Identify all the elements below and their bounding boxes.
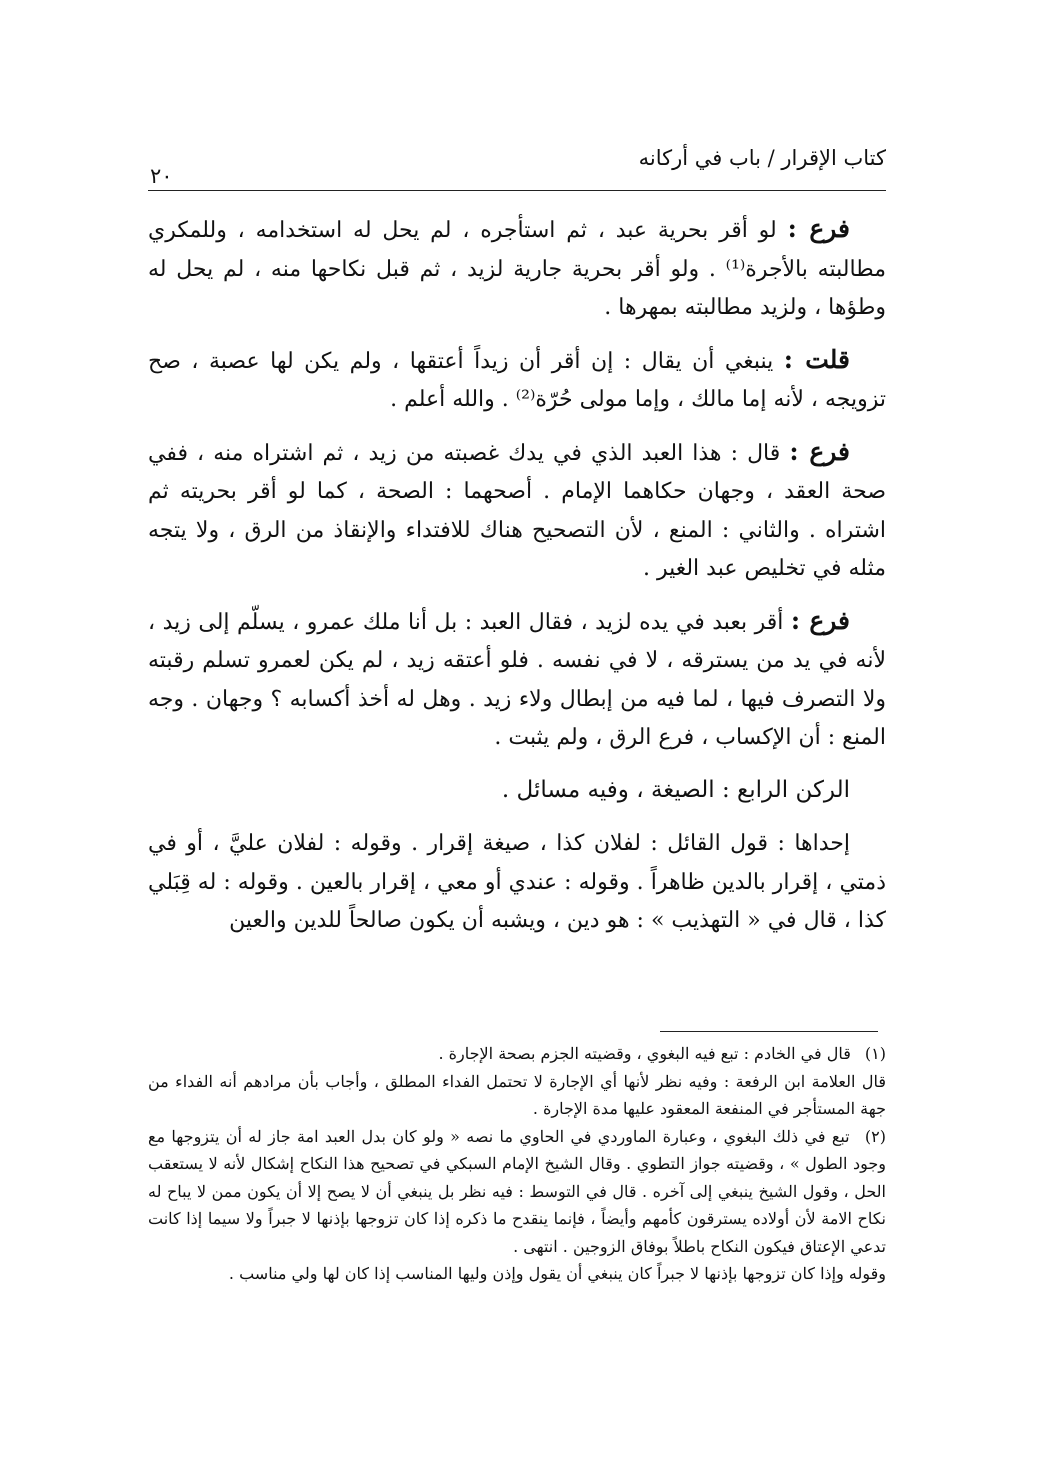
footnote-line: تبع في ذلك البغوي ، وعبارة الماوردي في الحاوي ما نصه « ولو كان بدل العبد امة جاز له أن يتزوجها مع وجود الطول » ، وقضيته جواز التطوي . وقال الشيخ الإمام السبكي في تصحيح هذا النكاح إشكال لأنه لا يستعقب الحل ، وقول الشيخ ينبغي إلى آخره . قال في التوسط : فيه نظر بل ينبغي أن لا يصح إلا أن يكون ممن لا يباح له نكاح الامة لأن أولاده يسترقون كأمهم وأيضاً ، فإنما ينقدح ما ذكره إذا كان تزوجها بإذنها لا جبراً ولا سيما إذا كانت تدعي الإعتاق فيكون النكاح باطلاً بوفاق الزوجين . انتهى . xyxy=(148,1126,887,1256)
paragraph xyxy=(148,433,886,589)
paragraph xyxy=(148,210,886,328)
main-text xyxy=(148,210,886,954)
footnotes xyxy=(148,1040,886,1288)
footnote-number: (٢) xyxy=(864,1126,886,1146)
paragraph-lead: قلت : xyxy=(783,344,850,374)
footnote-continuation: قال العلامة ابن الرفعة : وفيه نظر لأنها أي الإجارة لا تحتمل الفداء المطلق ، وأجاب بأن مرادهم أنه الفداء من جهة المستأجر في المنفعة المعقود عليها مدة الإجارة . xyxy=(148,1071,886,1118)
paragraph-lead: فرع : xyxy=(789,436,851,466)
running-title: كتاب الإقرار / باب في أركانه xyxy=(638,146,886,170)
header-rule xyxy=(148,190,886,191)
footnote xyxy=(148,1123,886,1261)
paragraph-lead: فرع : xyxy=(790,605,851,635)
footnote-number: (١) xyxy=(864,1044,886,1063)
running-header xyxy=(148,142,886,194)
paragraph-lead: فرع : xyxy=(787,214,851,243)
paragraph xyxy=(148,602,886,758)
paragraph-text: لو أقر بحرية عبد ، ثم استأجره ، لم يحل له استخدامه ، وللمكري مطالبته بالأجرة⁽¹⁾ . ولو أقر بحرية جارية لزيد ، ثم قبل نكاحها منه ، لم يحل له وطؤها ، ولزيد مطالبته بمهرها . xyxy=(148,218,886,320)
paragraph-text: ينبغي أن يقال : إن أقر أن زيداً أعتقها ، ولم يكن لها عصبة ، صح تزويجه ، لأنه إما مالك ، وإما مولى حُرّة⁽²⁾ . والله أعلم . xyxy=(148,348,886,412)
section-heading: الركن الرابع : الصيغة ، وفيه مسائل . xyxy=(501,776,850,803)
paragraph xyxy=(148,341,886,420)
footnote-line: قال في الخادم : تبع فيه البغوي ، وقضيته الجزم بصحة الإجارة . xyxy=(438,1044,851,1063)
footnote xyxy=(148,1040,886,1068)
footnote-rule xyxy=(660,1031,878,1032)
footnote-continuation: وقوله وإذا كان تزوجها بإذنها لا جبراً كان ينبغي أن يقول وإذن وليها المناسب إذا كان لها ولي مناسب . xyxy=(228,1264,886,1283)
paragraph-text: أقر بعبد في يده لزيد ، فقال العبد : بل أنا ملك عمرو ، يسلّم إلى زيد ، لأنه في يد من يسترقه ، لا في نفسه . فلو أعتقه زيد ، لم يكن لعمرو تسلم رقبته ولا التصرف فيها ، لما فيه من إبطال ولاء زيد . وهل له أخذ أكسابه ؟ وجهان . وجه المنع : أن الإكساب ، فرع الرق ، ولم يثبت . xyxy=(148,609,886,750)
paragraph: إحداها : قول القائل : لفلان كذا ، صيغة إقرار . وقوله : لفلان عليَّ ، أو في ذمتي ، إقرار بالدين ظاهراً . وقوله : عندي أو معي ، إقرار بالعين . وقوله : له قِبَلي كذا ، قال في « التهذيب » : هو دين ، ويشبه أن يكون صالحاً للدين والعين xyxy=(148,831,886,933)
paragraph-text: قال : هذا العبد الذي في يدك غصبته من زيد ، ثم اشتراه منه ، ففي صحة العقد ، وجهان حكاهما الإمام . أصحهما : الصحة ، كما لو أقر بحريته ثم اشتراه . والثاني : المنع ، لأن التصحيح هناك للافتداء والإنقاذ من الرق ، ولا يتجه مثله في تخليص عبد الغير . xyxy=(148,440,886,581)
page-number: ٢٠ xyxy=(150,164,173,188)
